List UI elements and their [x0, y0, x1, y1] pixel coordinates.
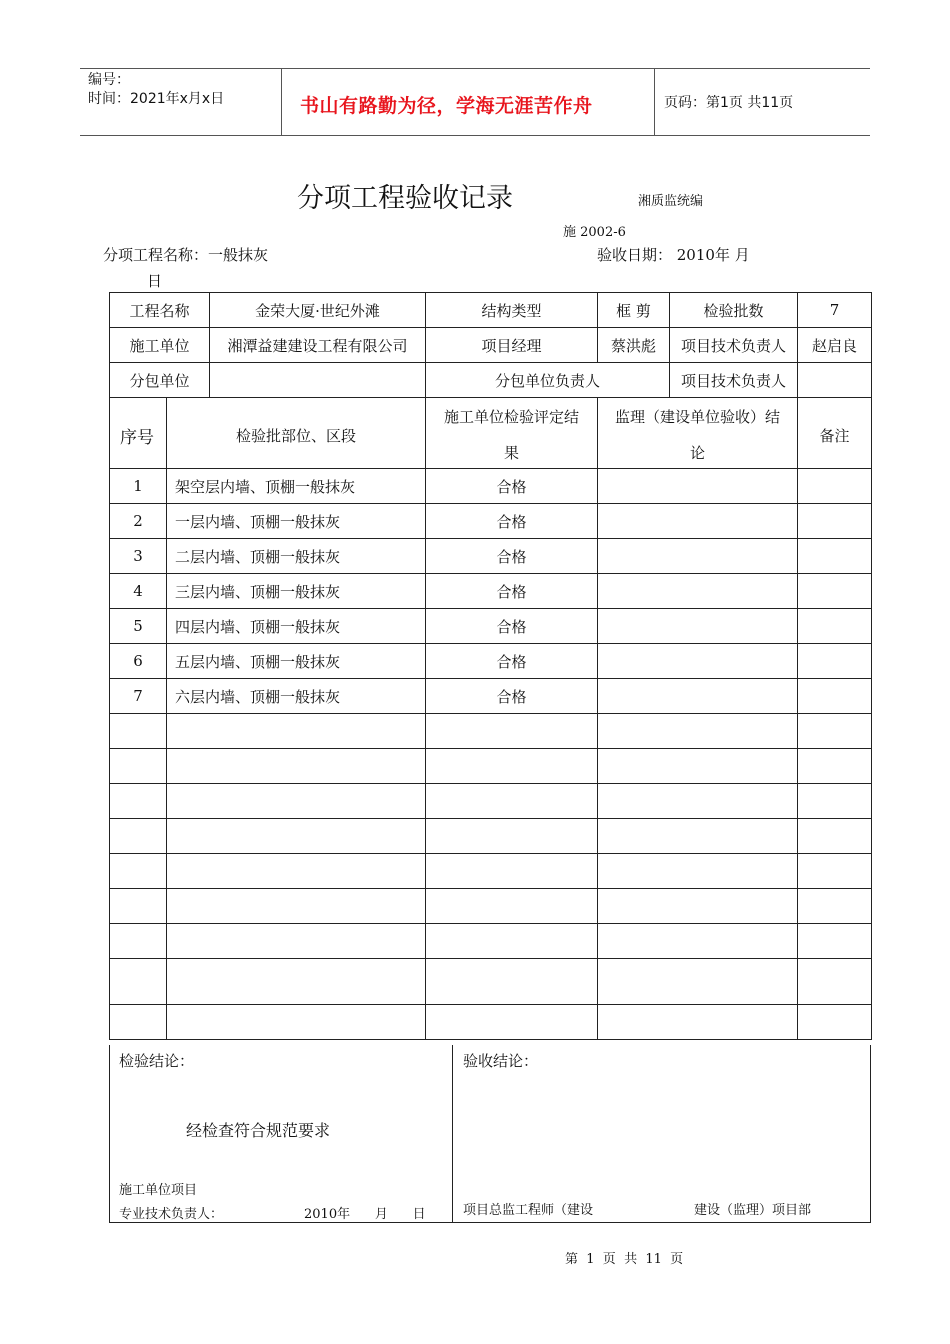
- empty-remark: [798, 924, 872, 959]
- sub-tech-value: [798, 363, 872, 398]
- empty-seq: [110, 889, 167, 924]
- structure-type-label: 结构类型: [426, 293, 598, 328]
- tech-lead-value: 赵启良: [798, 328, 872, 363]
- empty-row: [110, 819, 872, 854]
- page-title: 分项工程验收记录: [297, 183, 513, 214]
- form-code: 施 2002-6: [563, 225, 626, 240]
- row-location: 四层内墙、顶棚一般抹灰: [167, 609, 426, 644]
- empty-row: [110, 854, 872, 889]
- row-remark: [798, 574, 872, 609]
- contractor-sign-line2: 专业技术负责人：: [119, 1207, 224, 1222]
- row-location: 一层内墙、顶棚一般抹灰: [167, 504, 426, 539]
- row-seq: 1: [110, 469, 167, 504]
- compiler-label: 湘质监统编: [638, 194, 704, 209]
- row-remark: [798, 679, 872, 714]
- row-supervisor: [598, 574, 798, 609]
- info-row-1: [110, 293, 872, 328]
- acceptance-date-day: 日: [147, 272, 163, 290]
- sub-tech-label: 项目技术负责人: [670, 363, 798, 398]
- header-top-rule: [80, 68, 870, 69]
- empty-row: [110, 749, 872, 784]
- contractor-label: 施工单位: [110, 328, 210, 363]
- empty-location: [167, 1005, 426, 1040]
- empty-seq: [110, 924, 167, 959]
- info-row-3: [110, 363, 872, 398]
- row-supervisor: [598, 539, 798, 574]
- empty-remark: [798, 854, 872, 889]
- empty-supervisor: [598, 1005, 798, 1040]
- contractor-sign-line1: 施工单位项目: [119, 1183, 198, 1198]
- subcontractor-value: [210, 363, 426, 398]
- pm-value: 蔡洪彪: [598, 328, 670, 363]
- sub-lead-label: 分包单位负责人: [426, 363, 670, 398]
- empty-supervisor: [598, 959, 798, 1005]
- col-supervisor-line1: 监理（建设单位验收）结: [615, 408, 781, 426]
- table-row: [110, 574, 872, 609]
- data-rows: [110, 469, 872, 1040]
- row-location: 二层内墙、顶棚一般抹灰: [167, 539, 426, 574]
- empty-result: [426, 819, 598, 854]
- row-result: 合格: [426, 469, 598, 504]
- inspect-conclusion-label: 检验结论：: [119, 1052, 195, 1070]
- empty-location: [167, 749, 426, 784]
- col-result-line2: 果: [504, 444, 520, 462]
- table-row: [110, 679, 872, 714]
- empty-location: [167, 889, 426, 924]
- empty-remark: [798, 784, 872, 819]
- motto: 书山有路勤为径，学海无涯苦作舟: [300, 95, 593, 117]
- acceptance-date: 验收日期： 2010年 月: [597, 246, 750, 264]
- col-seq: 序号: [110, 398, 167, 469]
- empty-location: [167, 784, 426, 819]
- empty-location: [167, 854, 426, 889]
- row-remark: [798, 504, 872, 539]
- row-seq: 2: [110, 504, 167, 539]
- empty-location: [167, 924, 426, 959]
- empty-row: [110, 959, 872, 1005]
- empty-location: [167, 819, 426, 854]
- supervisor-sign: 项目总监工程师（建设: [463, 1203, 594, 1218]
- row-location: 六层内墙、顶棚一般抹灰: [167, 679, 426, 714]
- empty-result: [426, 784, 598, 819]
- empty-remark: [798, 889, 872, 924]
- table-row: [110, 504, 872, 539]
- empty-location: [167, 959, 426, 1005]
- empty-seq: [110, 819, 167, 854]
- empty-supervisor: [598, 784, 798, 819]
- row-supervisor: [598, 504, 798, 539]
- empty-remark: [798, 749, 872, 784]
- time-label: 时间：2021年x月x日: [88, 91, 225, 107]
- contractor-sign-date: 2010年 月 日: [304, 1207, 426, 1222]
- header-bottom-rule: [80, 135, 870, 136]
- row-result: 合格: [426, 644, 598, 679]
- empty-result: [426, 1005, 598, 1040]
- empty-seq: [110, 714, 167, 749]
- table-row: [110, 609, 872, 644]
- pm-label: 项目经理: [426, 328, 598, 363]
- batch-count-value: 7: [798, 293, 872, 328]
- header-divider-right: [654, 68, 655, 136]
- row-result: 合格: [426, 609, 598, 644]
- page-footer: 第 1 页 共 11 页: [565, 1252, 684, 1267]
- empty-supervisor: [598, 714, 798, 749]
- col-result: [426, 398, 598, 469]
- empty-result: [426, 714, 598, 749]
- row-remark: [798, 644, 872, 679]
- empty-row: [110, 889, 872, 924]
- row-remark: [798, 609, 872, 644]
- row-supervisor: [598, 469, 798, 504]
- empty-result: [426, 854, 598, 889]
- empty-result: [426, 924, 598, 959]
- row-supervisor: [598, 644, 798, 679]
- subproject-name: 分项工程名称：一般抹灰: [103, 246, 269, 264]
- row-result: 合格: [426, 574, 598, 609]
- empty-remark: [798, 1005, 872, 1040]
- row-location: 五层内墙、顶棚一般抹灰: [167, 644, 426, 679]
- header-divider-left: [281, 68, 282, 136]
- empty-row: [110, 784, 872, 819]
- empty-remark: [798, 714, 872, 749]
- serial-label: 编号：: [88, 72, 130, 88]
- col-result-line1: 施工单位检验评定结: [444, 408, 580, 426]
- empty-seq: [110, 1005, 167, 1040]
- tech-lead-label: 项目技术负责人: [670, 328, 798, 363]
- column-header-row: [110, 398, 872, 469]
- row-remark: [798, 539, 872, 574]
- col-supervisor-line2: 论: [690, 444, 706, 462]
- empty-remark: [798, 959, 872, 1005]
- empty-remark: [798, 819, 872, 854]
- row-seq: 3: [110, 539, 167, 574]
- row-seq: 4: [110, 574, 167, 609]
- table-row: [110, 644, 872, 679]
- conclusion-divider: [452, 1045, 453, 1223]
- empty-seq: [110, 959, 167, 1005]
- empty-seq: [110, 854, 167, 889]
- empty-supervisor: [598, 924, 798, 959]
- empty-seq: [110, 784, 167, 819]
- row-seq: 7: [110, 679, 167, 714]
- empty-seq: [110, 749, 167, 784]
- empty-supervisor: [598, 819, 798, 854]
- row-result: 合格: [426, 539, 598, 574]
- project-name-label: 工程名称: [110, 293, 210, 328]
- empty-supervisor: [598, 854, 798, 889]
- batch-count-label: 检验批数: [670, 293, 798, 328]
- empty-result: [426, 889, 598, 924]
- subcontractor-label: 分包单位: [110, 363, 210, 398]
- row-seq: 6: [110, 644, 167, 679]
- row-result: 合格: [426, 504, 598, 539]
- accept-conclusion-label: 验收结论：: [463, 1052, 539, 1070]
- col-remark: 备注: [798, 398, 872, 469]
- row-location: 三层内墙、顶棚一般抹灰: [167, 574, 426, 609]
- row-seq: 5: [110, 609, 167, 644]
- project-name-value: 金荣大厦·世纪外滩: [210, 293, 426, 328]
- supervisor-dept: 建设（监理）项目部: [694, 1203, 812, 1218]
- row-result: 合格: [426, 679, 598, 714]
- row-supervisor: [598, 609, 798, 644]
- inspect-conclusion-text: 经检查符合规范要求: [186, 1121, 331, 1140]
- empty-row: [110, 714, 872, 749]
- row-supervisor: [598, 679, 798, 714]
- info-row-2: [110, 328, 872, 363]
- empty-result: [426, 749, 598, 784]
- page-info: 页码：第1页 共11页: [664, 95, 794, 111]
- empty-supervisor: [598, 889, 798, 924]
- empty-location: [167, 714, 426, 749]
- col-supervisor: [598, 398, 798, 469]
- empty-result: [426, 959, 598, 1005]
- structure-type-value: 框 剪: [598, 293, 670, 328]
- row-location: 架空层内墙、顶棚一般抹灰: [167, 469, 426, 504]
- table-row: [110, 539, 872, 574]
- contractor-value: 湘潭益建建设工程有限公司: [210, 328, 426, 363]
- empty-row: [110, 924, 872, 959]
- row-remark: [798, 469, 872, 504]
- col-location: 检验批部位、区段: [167, 398, 426, 469]
- table-row: [110, 469, 872, 504]
- empty-row: [110, 1005, 872, 1040]
- acceptance-table: [109, 292, 872, 1040]
- empty-supervisor: [598, 749, 798, 784]
